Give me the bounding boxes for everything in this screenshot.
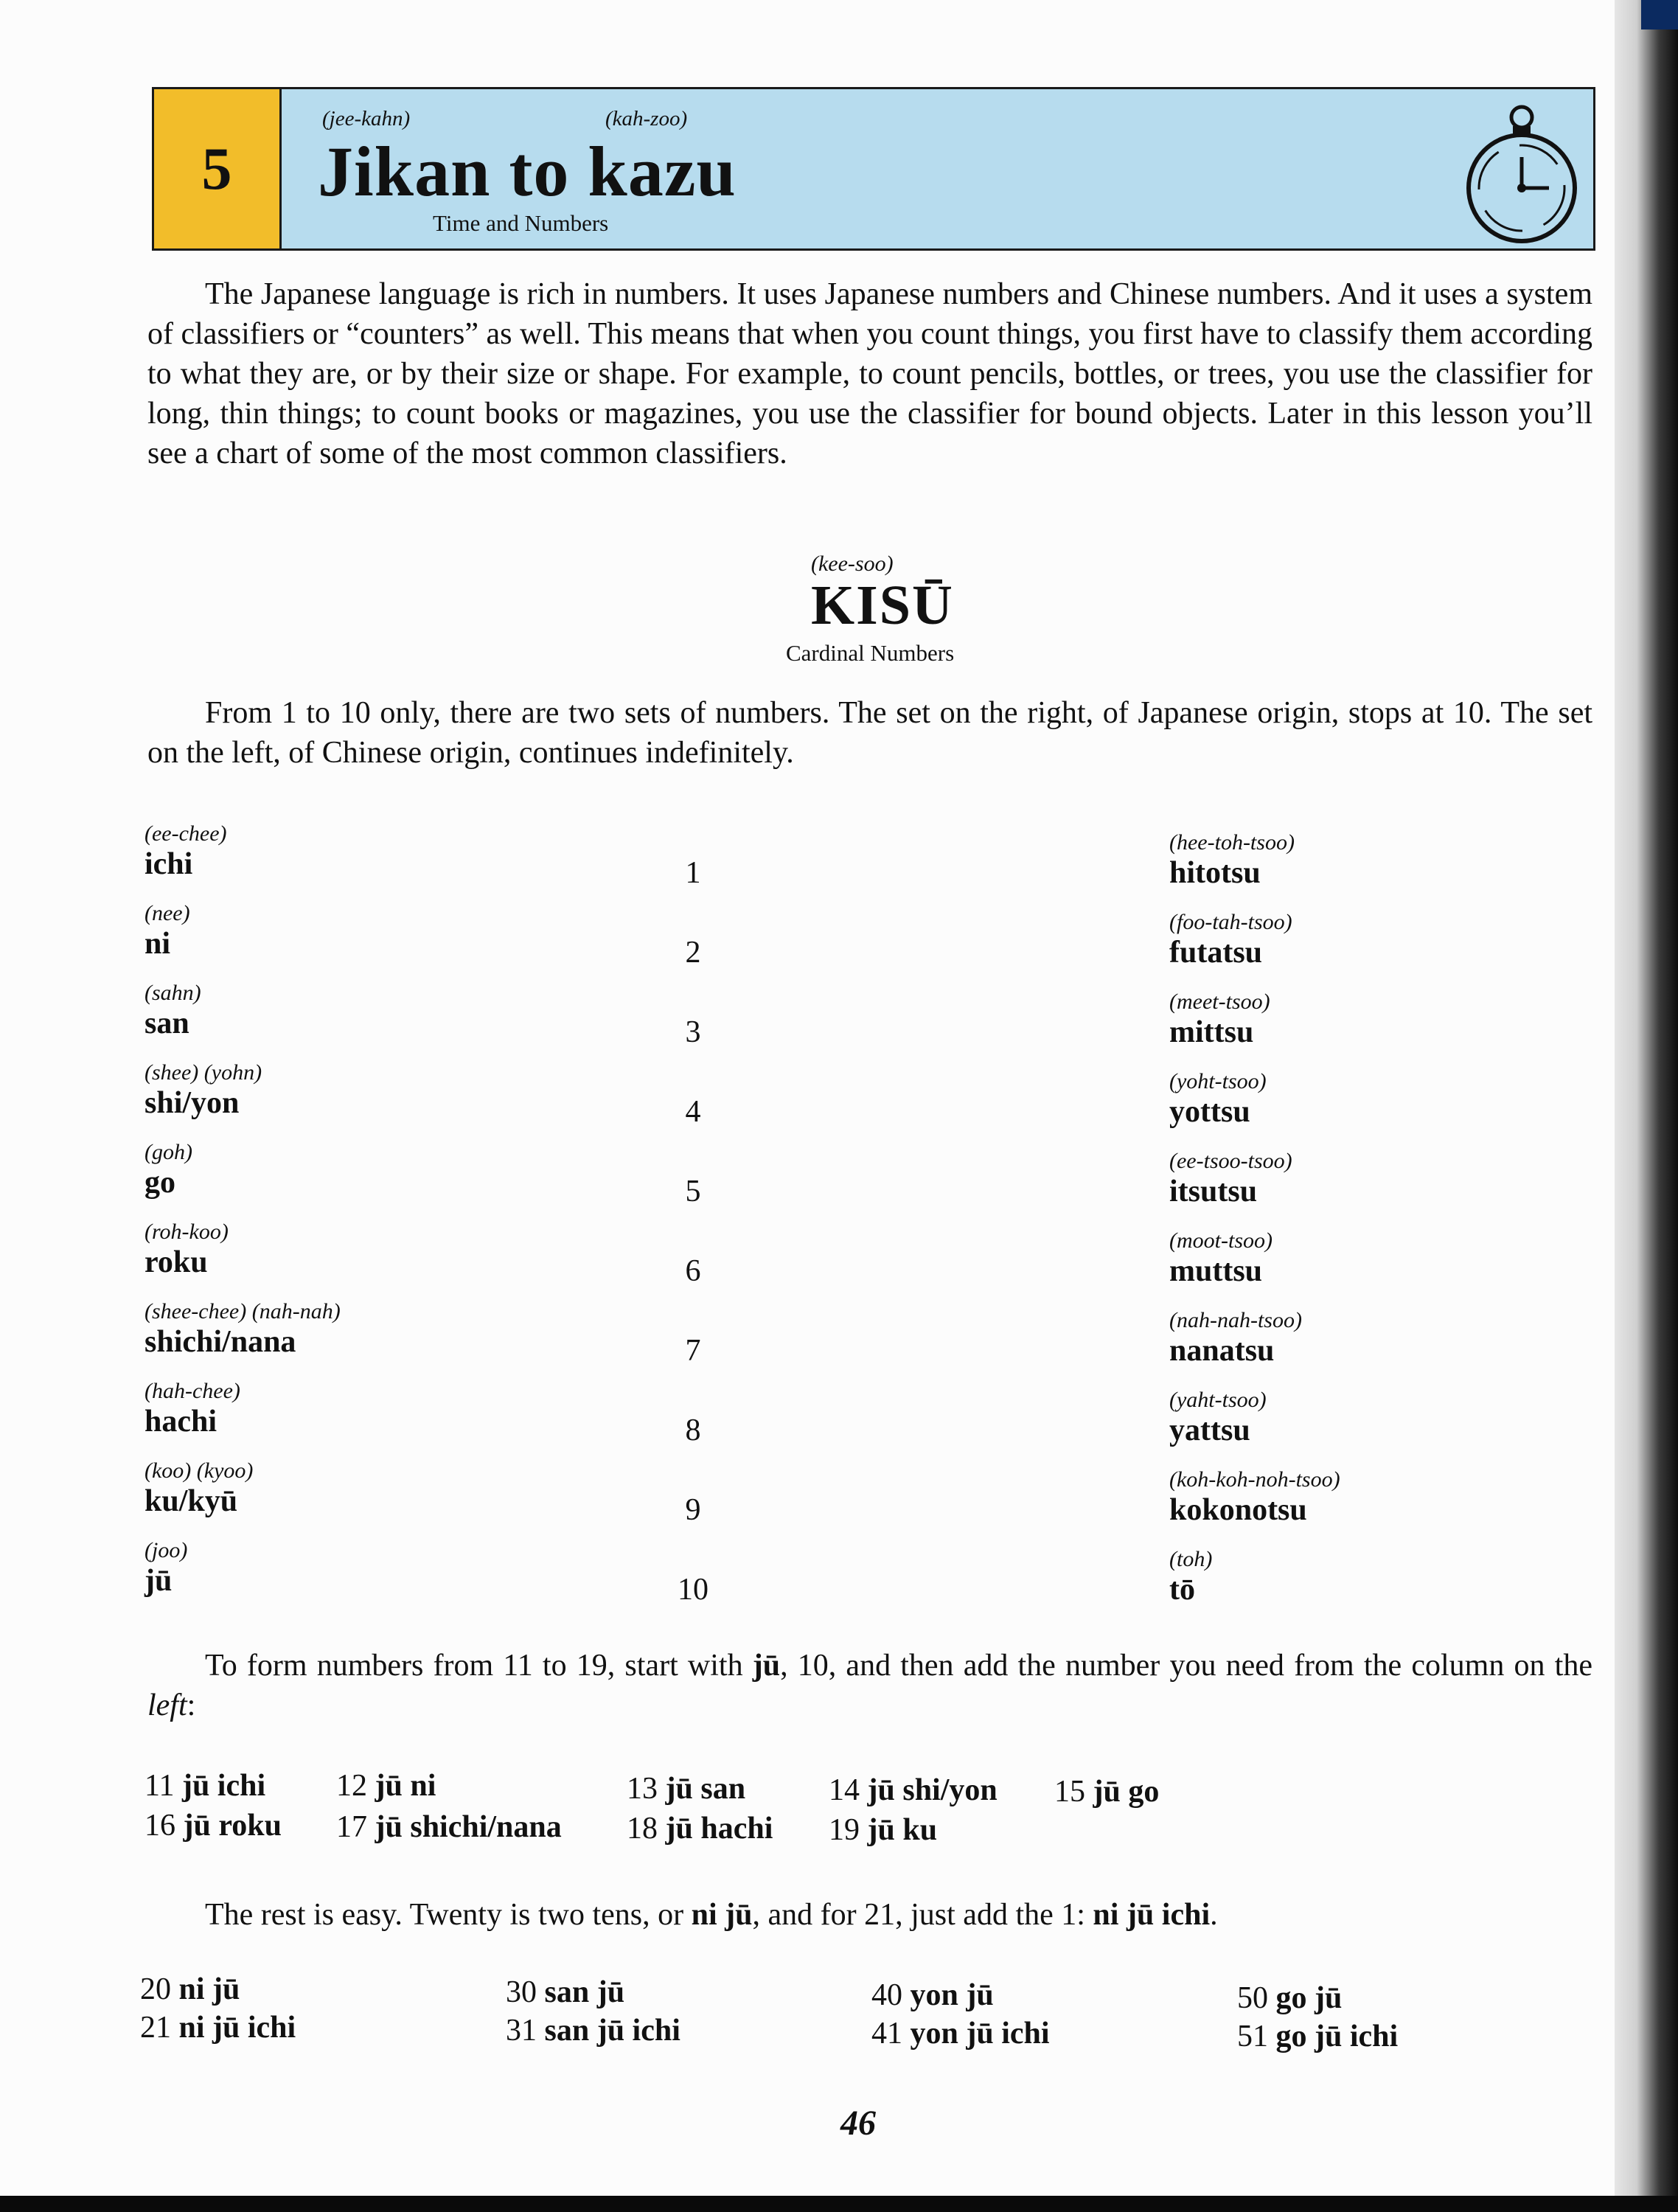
- japanese-pronunciation: (yaht-tsoo): [1169, 1388, 1267, 1412]
- tens-paragraph: [147, 1895, 1592, 1935]
- number-row: [0, 1060, 1615, 1140]
- tens-word: yon jū: [910, 1978, 994, 2012]
- teen-number: [627, 1771, 745, 1806]
- chinese-pronunciation: (roh-koo): [145, 1220, 229, 1244]
- cover-corner: [1641, 0, 1678, 29]
- teen-word: jū shichi/nana: [375, 1810, 562, 1844]
- japanese-number-word: kokonotsu: [1169, 1493, 1307, 1527]
- teen-digit: 17: [336, 1810, 367, 1844]
- japanese-number-word: mittsu: [1169, 1015, 1254, 1049]
- teens-text-1: To form numbers from 11 to 19, start with: [205, 1649, 753, 1683]
- tens-digit: 41: [871, 2017, 902, 2051]
- chinese-number-word: shi/yon: [145, 1086, 240, 1120]
- teen-number: [336, 1809, 562, 1845]
- teens-text-3: :: [187, 1688, 196, 1722]
- japanese-number-word: hitotsu: [1169, 856, 1261, 890]
- tens-number: [1237, 1980, 1342, 2016]
- teen-word: jū shi/yon: [867, 1773, 998, 1807]
- tens-digit: 21: [140, 2011, 171, 2045]
- tens-word: go jū: [1275, 1981, 1343, 2015]
- tens-number: [140, 2010, 296, 2045]
- tens-digit: 31: [506, 2014, 537, 2048]
- tens-number: [506, 1975, 624, 2010]
- chinese-pronunciation: (joo): [145, 1538, 188, 1562]
- number-digit: 8: [685, 1413, 701, 1447]
- tens-text-1: The rest is easy. Twenty is two tens, or: [205, 1898, 692, 1932]
- japanese-pronunciation: (ee-tsoo-tsoo): [1169, 1149, 1292, 1173]
- teen-digit: 11: [145, 1769, 175, 1803]
- chinese-number-word: ni: [145, 927, 171, 961]
- page-number: 46: [840, 2104, 876, 2143]
- teen-word: jū roku: [183, 1809, 282, 1843]
- japanese-pronunciation: (hee-toh-tsoo): [1169, 830, 1295, 855]
- chinese-number-word: roku: [145, 1245, 208, 1279]
- teen-number: [829, 1773, 998, 1808]
- teen-number: [829, 1812, 937, 1848]
- teen-word: jū go: [1093, 1775, 1160, 1809]
- lesson-header: [152, 87, 1595, 251]
- japanese-pronunciation: (toh): [1169, 1547, 1213, 1571]
- tens-digit: 30: [506, 1975, 537, 2009]
- section-pronunciation: (kee-soo): [811, 552, 894, 576]
- teen-digit: 16: [145, 1809, 175, 1843]
- chinese-number-word: hachi: [145, 1405, 217, 1439]
- teen-word: jū hachi: [665, 1812, 773, 1846]
- number-row: [0, 1379, 1615, 1458]
- tens-digit: 51: [1237, 2020, 1268, 2053]
- chinese-number-word: go: [145, 1166, 175, 1200]
- chinese-pronunciation: (ee-chee): [145, 821, 227, 846]
- japanese-number-word: yottsu: [1169, 1095, 1250, 1129]
- teens-ju-word: jū: [752, 1649, 781, 1683]
- tens-number: [140, 1972, 240, 2007]
- tens-number: [871, 2016, 1050, 2051]
- lesson-subtitle: Time and Numbers: [433, 210, 609, 236]
- teen-digit: 15: [1054, 1775, 1085, 1809]
- tens-number: [871, 1978, 994, 2013]
- chinese-pronunciation: (shee) (yohn): [145, 1060, 262, 1085]
- japanese-number-word: futatsu: [1169, 936, 1263, 970]
- teen-digit: 19: [829, 1813, 860, 1847]
- teens-left-word: left: [147, 1688, 187, 1722]
- number-digit: 7: [685, 1334, 701, 1368]
- stopwatch-icon: [1459, 101, 1584, 246]
- tens-word: san jū ichi: [544, 2014, 680, 2048]
- number-digit: 3: [685, 1015, 701, 1049]
- chinese-number-word: ku/kyū: [145, 1484, 238, 1518]
- chinese-pronunciation: (shee-chee) (nah-nah): [145, 1299, 341, 1324]
- number-row: [0, 1538, 1615, 1618]
- title-pronunciation-1: (jee-kahn): [322, 107, 411, 131]
- tens-word: ni jū: [178, 1972, 240, 2006]
- japanese-number-word: muttsu: [1169, 1254, 1263, 1288]
- japanese-pronunciation: (moot-tsoo): [1169, 1228, 1273, 1253]
- intro-paragraph: The Japanese language is rich in numbers. It uses Japanese numbers and Chinese numbers. And it uses a system of classifiers or “counters” as well. This means that when you count things, you first have to classify them according to what they are, or by their size or shape. For example, to count pencils, bottles, or trees, you use the classifier for long, thin things; to count books or magazines, you use the classifier for bound objects. Later in this lesson you’ll see a chart of some of the most common classifiers.: [147, 277, 1592, 470]
- teen-digit: 12: [336, 1769, 367, 1803]
- teen-word: jū ichi: [181, 1769, 266, 1803]
- teen-word: jū san: [665, 1772, 746, 1806]
- chinese-pronunciation: (sahn): [145, 981, 201, 1005]
- tens-digit: 40: [871, 1978, 902, 2012]
- japanese-number-word: yattsu: [1169, 1413, 1250, 1447]
- teen-word: jū ni: [375, 1769, 436, 1803]
- tens-word: go jū ichi: [1275, 2020, 1399, 2053]
- tens-text-2: , and for 21, just add the 1:: [752, 1898, 1093, 1932]
- number-sets-paragraph: From 1 to 10 only, there are two sets of numbers. The set on the right, of Japanese origin, stops at 10. The set on the left, of Chinese origin, continues indefinitely.: [147, 696, 1592, 770]
- chinese-pronunciation: (goh): [145, 1140, 192, 1164]
- chinese-number-word: jū: [145, 1564, 173, 1598]
- number-digit: 1: [685, 856, 701, 890]
- number-row: [0, 1458, 1615, 1538]
- japanese-number-word: nanatsu: [1169, 1334, 1275, 1368]
- chinese-number-word: shichi/nana: [145, 1325, 296, 1359]
- tens-ni-ju-ichi-word: ni jū ichi: [1093, 1898, 1211, 1932]
- number-digit: 6: [685, 1254, 701, 1288]
- teen-word: jū ku: [867, 1813, 938, 1847]
- number-row: [0, 981, 1615, 1060]
- number-digit: 5: [685, 1175, 701, 1208]
- japanese-pronunciation: (nah-nah-tsoo): [1169, 1308, 1302, 1332]
- chinese-pronunciation: (hah-chee): [145, 1379, 240, 1403]
- chinese-number-word: san: [145, 1006, 189, 1040]
- chinese-pronunciation: (koo) (kyoo): [145, 1458, 254, 1483]
- tens-digit: 20: [140, 1972, 171, 2006]
- tens-ni-ju-word: ni jū: [691, 1898, 753, 1932]
- japanese-pronunciation: (yoht-tsoo): [1169, 1069, 1267, 1093]
- japanese-pronunciation: (meet-tsoo): [1169, 990, 1270, 1014]
- number-row: [0, 901, 1615, 981]
- tens-word: yon jū ichi: [910, 2017, 1050, 2051]
- number-row: [0, 1140, 1615, 1220]
- number-digit: 9: [685, 1493, 701, 1527]
- chinese-number-word: ichi: [145, 847, 193, 881]
- teen-digit: 18: [627, 1812, 658, 1846]
- teen-number: [145, 1768, 265, 1804]
- tens-digit: 50: [1237, 1981, 1268, 2015]
- teen-digit: 14: [829, 1773, 860, 1807]
- scan-bottom-edge: [0, 2196, 1678, 2212]
- japanese-pronunciation: (foo-tah-tsoo): [1169, 910, 1292, 934]
- chinese-pronunciation: (nee): [145, 901, 190, 925]
- japanese-number-word: itsutsu: [1169, 1175, 1258, 1208]
- page-binding-edge: [1615, 0, 1678, 2212]
- number-digit: 2: [685, 936, 701, 970]
- lesson-title: Jikan to kazu: [318, 132, 737, 211]
- teen-digit: 13: [627, 1772, 658, 1806]
- teen-number: [627, 1811, 773, 1846]
- number-digit: 4: [685, 1095, 701, 1129]
- number-row: [0, 821, 1615, 901]
- tens-word: ni jū ichi: [178, 2011, 296, 2045]
- teen-number: [336, 1768, 436, 1804]
- number-digit: 10: [678, 1573, 709, 1607]
- number-row: [0, 1299, 1615, 1379]
- japanese-pronunciation: (koh-koh-noh-tsoo): [1169, 1467, 1340, 1492]
- section-title: KISŪ: [811, 574, 954, 636]
- section-subtitle: Cardinal Numbers: [786, 640, 955, 666]
- title-pronunciation-2: (kah-zoo): [605, 107, 688, 131]
- lesson-number: 5: [154, 89, 282, 248]
- teens-text-2: , 10, and then add the number you need from the column on the: [780, 1649, 1592, 1683]
- tens-number: [1237, 2019, 1398, 2054]
- tens-text-3: .: [1210, 1898, 1218, 1932]
- number-row: [0, 1220, 1615, 1299]
- teen-number: [1054, 1774, 1159, 1809]
- teen-number: [145, 1808, 282, 1843]
- teens-paragraph: [147, 1646, 1592, 1725]
- tens-word: san jū: [544, 1975, 625, 2009]
- tens-number: [506, 2013, 680, 2048]
- japanese-number-word: tō: [1169, 1573, 1195, 1607]
